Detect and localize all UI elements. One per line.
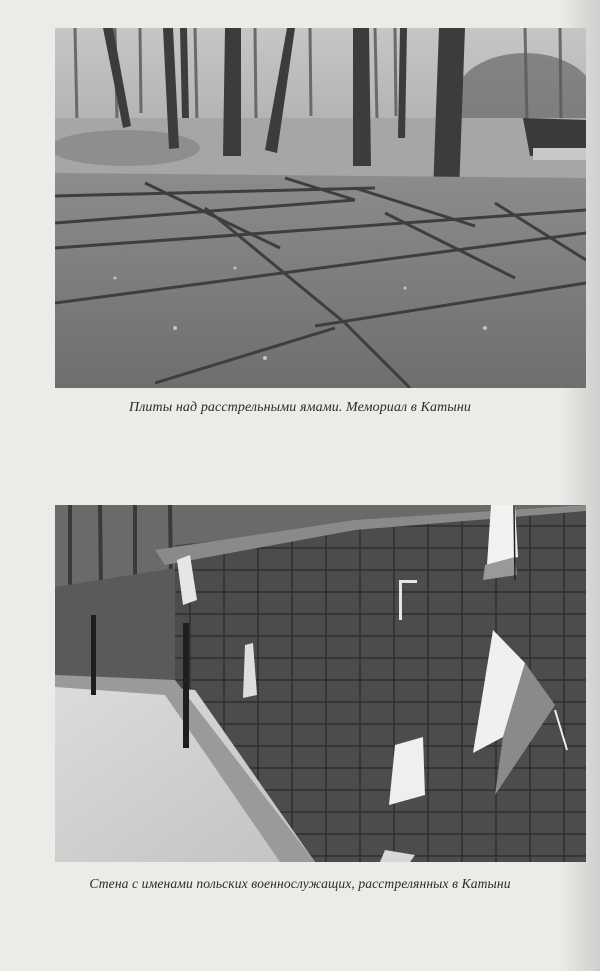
- caption-memorial-wall: Стена с именами польских военнослужащих, расстрелянных в Катыни: [89, 876, 511, 891]
- photo-slabs-image: [55, 28, 586, 388]
- photo-memorial-wall: [55, 505, 586, 862]
- photo-wall-image: [55, 505, 586, 862]
- photo-memorial-slabs: [55, 28, 586, 388]
- caption-memorial-slabs: Плиты над расстрельными ямами. Мемориал в Катыни: [128, 400, 472, 415]
